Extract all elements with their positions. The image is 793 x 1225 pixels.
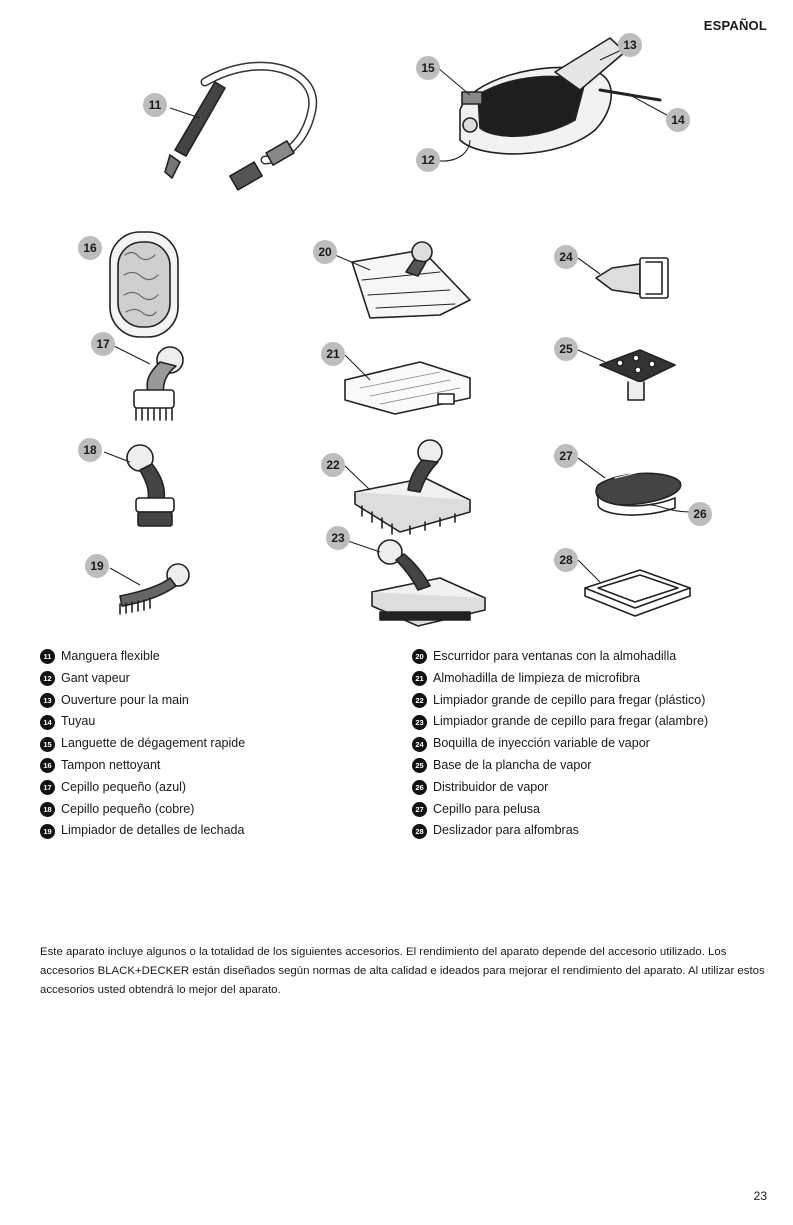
- small-brush-copper-drawing: [127, 445, 174, 526]
- item-label: Cepillo para pelusa: [433, 801, 541, 816]
- item-number: 21: [412, 671, 427, 686]
- list-item: [40, 755, 245, 777]
- list-item: [412, 733, 708, 755]
- item-number: 25: [412, 758, 427, 773]
- item-label: Ouverture pour la main: [61, 692, 189, 707]
- item-label: Limpiador grande de cepillo para fregar (plástico): [433, 692, 706, 707]
- grout-detailer-drawing: [120, 564, 189, 614]
- list-item: [40, 668, 245, 690]
- list-item: [412, 711, 708, 733]
- cleaning-pad-drawing: [110, 232, 178, 337]
- item-number: 23: [412, 715, 427, 730]
- item-number: 17: [40, 780, 55, 795]
- list-item: [40, 777, 245, 799]
- list-item: [412, 799, 708, 821]
- item-number: 16: [40, 758, 55, 773]
- list-item: [412, 646, 708, 668]
- item-label: Deslizador para alfombras: [433, 823, 579, 838]
- callout-19: 19: [90, 559, 104, 573]
- item-label: Limpiador grande de cepillo para fregar (alambre): [433, 714, 709, 729]
- item-number: 24: [412, 737, 427, 752]
- item-label: Escurridor para ventanas con la almohadilla: [433, 649, 677, 663]
- callout-26: 26: [693, 507, 707, 521]
- callout-23: 23: [331, 531, 345, 545]
- carpet-glider-drawing: [585, 570, 690, 616]
- item-number: 28: [412, 824, 427, 839]
- accessories-paragraph: Este aparato incluye algunos o la totalidad de los siguientes accesorios. El rendimiento del aparato depende del accesorio utilizado. Los accesorios BLACK+DECKER están diseñados según normas de alta calidad e ideados para mejorar el rendimiento del aparato. Al utilizar estos accesorios usted obtendrá lo mejor del aparato.: [40, 946, 765, 997]
- item-number: 11: [40, 649, 55, 664]
- item-number: 20: [412, 649, 427, 664]
- list-item: [412, 755, 708, 777]
- list-item: [40, 820, 245, 842]
- callout-24: 24: [559, 250, 573, 264]
- item-number: 15: [40, 737, 55, 752]
- item-number: 22: [412, 693, 427, 708]
- list-item: [40, 690, 245, 712]
- item-number: 19: [40, 824, 55, 839]
- callout-28: 28: [559, 553, 573, 567]
- list-item: [40, 646, 245, 668]
- callout-27: 27: [559, 449, 573, 463]
- callout-17: 17: [96, 337, 110, 351]
- steam-iron-base-drawing: [600, 350, 675, 400]
- item-label: Languette de dégagement rapide: [61, 736, 246, 751]
- item-label: Tampon nettoyant: [61, 757, 161, 772]
- jet-nozzle-drawing: [596, 258, 668, 298]
- list-item: [412, 690, 708, 712]
- callout-21: 21: [326, 347, 340, 361]
- item-label: Limpiador de detalles de lechada: [61, 823, 245, 838]
- list-item: [40, 799, 245, 821]
- list-item: [412, 668, 708, 690]
- callout-18: 18: [83, 443, 97, 457]
- callout-14: 14: [671, 113, 685, 127]
- item-label: Cepillo pequeño (cobre): [61, 801, 195, 816]
- callout-22: 22: [326, 458, 340, 472]
- window-squeegee-drawing: [352, 242, 470, 318]
- item-label: Base de la plancha de vapor: [433, 757, 592, 772]
- callout-20: 20: [318, 245, 332, 259]
- callout-25: 25: [559, 342, 573, 356]
- callout-13: 13: [623, 38, 637, 52]
- flexible-hose-drawing: [165, 66, 313, 190]
- item-label: Tuyau: [61, 714, 96, 729]
- item-label: Almohadilla de limpieza de microfibra: [433, 670, 641, 685]
- callout-16: 16: [83, 241, 97, 255]
- item-label: Manguera flexible: [61, 649, 160, 663]
- item-label: Cepillo pequeño (azul): [61, 779, 187, 794]
- language-label: ESPAÑOL: [703, 18, 767, 33]
- list-item: [412, 777, 708, 799]
- small-brush-blue-drawing: [134, 347, 183, 420]
- item-number: 18: [40, 802, 55, 817]
- list-item: [40, 711, 245, 733]
- item-number: 14: [40, 715, 55, 730]
- microfiber-pad-drawing: [345, 362, 470, 414]
- item-label: Boquilla de inyección variable de vapor: [433, 736, 650, 751]
- list-item: [40, 733, 245, 755]
- scrub-brush-wire-drawing: [372, 540, 485, 626]
- scrub-brush-plastic-drawing: [355, 440, 470, 534]
- parts-list-left: [40, 646, 245, 842]
- page-number: 23: [753, 1189, 767, 1203]
- item-number: 26: [412, 780, 427, 795]
- list-item: [412, 820, 708, 842]
- item-label: Gant vapeur: [61, 670, 130, 685]
- parts-list-right: [412, 646, 708, 842]
- callout-15: 15: [421, 61, 435, 75]
- callout-12: 12: [421, 153, 435, 167]
- item-number: 12: [40, 671, 55, 686]
- callout-11: 11: [148, 98, 162, 112]
- item-number: 13: [40, 693, 55, 708]
- item-label: Distribuidor de vapor: [433, 779, 549, 794]
- item-number: 27: [412, 802, 427, 817]
